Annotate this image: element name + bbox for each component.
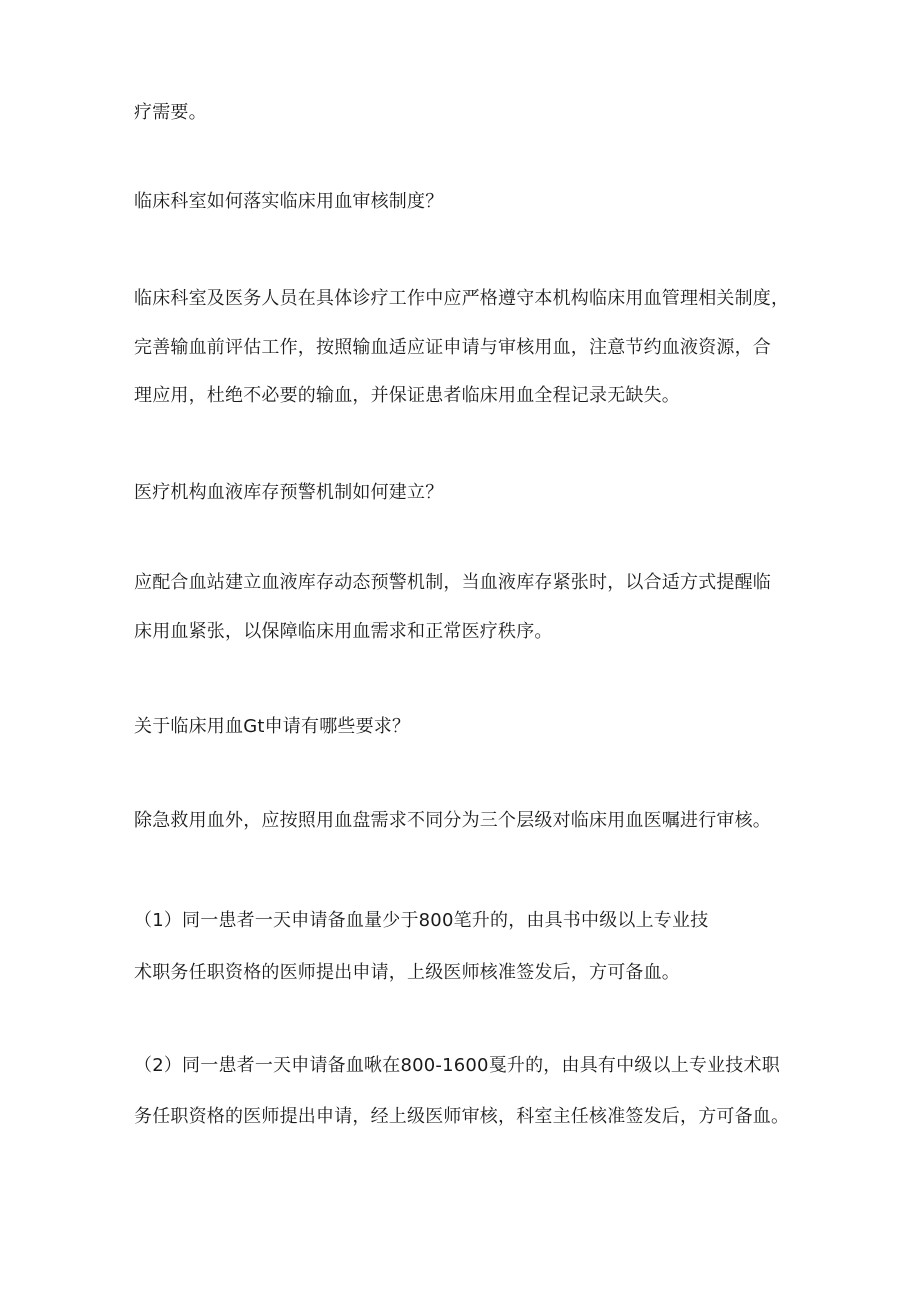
item-1-line-1: （1）同一患者一天申请备血量少于800笔升的，由具书中级以上专业技 [134,910,709,931]
item-2-line-2: 务任职资格的医师提出申请，经上级医师审核，科室主任核准签发后，方可备血。 [134,1106,790,1127]
item-2-line-1: （2）同一患者一天申请备血啾在800-1600戛升的，由具有中级以上专业技术职 [134,1055,780,1076]
answer-3-intro: 除急救用血外，应按照用血盘需求不同分为三个层级对临床用血医嘱进行审核。 [134,810,771,831]
answer-1-line-1: 临床科室及医务人员在具体诊疗工作中应严格遵守本机构临床用血管理相关制度， [134,288,790,309]
question-heading-1: 临床科室如何落实临床用血审核制度？ [134,191,444,212]
answer-2-line-1: 应配合血站建立血液库存动态预警机制，当血液库存紧张时，以合适方式提醒临 [134,572,771,593]
question-heading-2: 医疗机构血液库存预警机制如何建立？ [134,482,444,503]
item-1-line-2: 术职务任职资格的医师提出申请，上级医师核准签发后，方可备血。 [134,962,680,983]
question-heading-3: 关于临床用血Gt申请有哪些要求？ [134,716,411,737]
answer-2-line-2: 床用血紧张，以保障临床用血需求和正常医疗秩序。 [134,621,553,642]
answer-1-line-2: 完善输血前评估工作，按照输血适应证申请与审核用血，注意节约血液资源，合 [134,337,771,358]
paragraph-continuation: 疗需要。 [134,102,207,123]
answer-1-line-3: 理应用，杜绝不必要的输血，并保证患者临床用血全程记录无缺失。 [134,385,680,406]
